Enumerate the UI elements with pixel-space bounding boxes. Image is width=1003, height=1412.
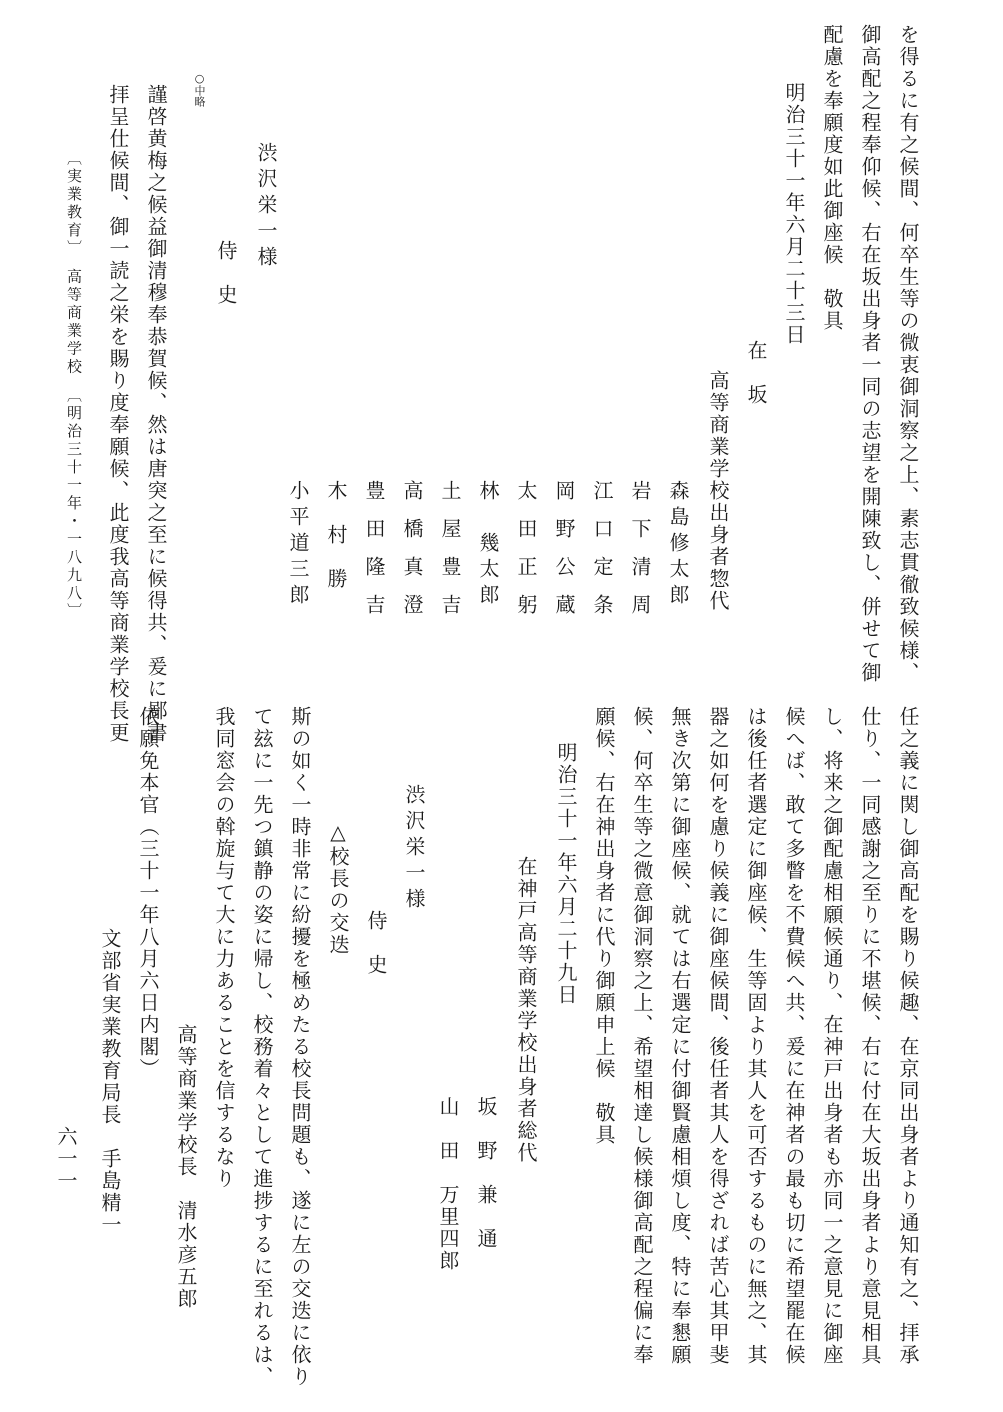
salutation: 侍 史 <box>214 240 238 306</box>
signatory-title: 高等商業学校出身者惣代 <box>706 370 730 612</box>
date-line: 明治三十一年六月二十三日 <box>782 82 806 346</box>
running-header: 〔実業教育〕 高等商業学校 〔明治三十一年・一八九八〕 <box>65 150 83 621</box>
body-text-column: 願候、右在神出身者に代り御願申上候 敬具 <box>592 706 616 1146</box>
body-text-column: 我同窓会の斡旋与て大に力あることを信するなり <box>212 706 236 1190</box>
body-text-column: 拝呈仕候間、御一読之栄を賜り度奉願候、此度我高等商業学校長更 <box>106 84 130 744</box>
signatory-name: 坂 野 兼 通 <box>474 1096 498 1250</box>
body-text-column: 謹啓黄梅之候益御清穆奉恭賀候、然は唐突之至に候得共、爰に鄙書 <box>144 84 168 744</box>
signatory-name: 木 村 勝 <box>324 480 348 590</box>
signatory-name: 豊田隆吉 <box>362 480 386 632</box>
location-label: 在 坂 <box>744 340 768 406</box>
body-text-column: 候へば、敢て多瞥を不費候へ共、爰に在神者の最も切に希望罷在候 <box>782 706 806 1366</box>
date-line: 明治三十一年六月二十九日 <box>554 742 578 1006</box>
body-text-column: し、将来之御配慮相願候通り、在神戸出身者も亦同一之意見に御座 <box>820 706 844 1366</box>
page-number: 六一一 <box>54 1126 78 1192</box>
signatory-name: 山 田 万里四郎 <box>436 1096 460 1272</box>
body-text-column: 無き次第に御座候、就ては右選定に付御賢慮相煩し度、特に奉懇願 <box>668 706 692 1366</box>
appointment-note: 依願免本官（三十一年八月六日内閣） <box>136 706 160 1080</box>
signatory-name: 小平道三郎 <box>286 480 310 610</box>
body-text-column: 配慮を奉願度如此御座候 敬具 <box>820 24 844 332</box>
official-name: 文部省実業教育局長 手島精一 <box>98 928 122 1236</box>
body-text-column: は後任者選定に御座候、生等固より其人を可否するものに無之、其 <box>744 706 768 1366</box>
recipient-name: 渋沢栄一様 <box>402 784 426 914</box>
recipient-name: 渋沢栄一様 <box>254 142 278 272</box>
signatory-name: 林 幾太郎 <box>476 480 500 610</box>
signatory-name: 岩下清周 <box>628 480 652 632</box>
signatory-name: 土屋豊吉 <box>438 480 462 632</box>
body-text-column: 仕り、一同感謝之至りに不堪候、右に付在大坂出身者より意見相具 <box>858 706 882 1366</box>
signatory-name: 岡野公蔵 <box>552 480 576 632</box>
signatory-name: 高橋真澄 <box>400 480 424 632</box>
signatory-title: 在神戸高等商業学校出身者総代 <box>514 856 538 1164</box>
section-heading: △校長の交迭 <box>326 820 350 956</box>
official-name: 高等商業学校長 清水彦五郎 <box>174 1024 198 1310</box>
body-text-column: を得るに有之候間、何卒生等の微衷御洞察之上、素志貫徹致候様、 <box>896 24 920 684</box>
body-text-column: 器之如何を慮り候義に御座候間、後任者其人を得ざれば苦心其甲斐 <box>706 706 730 1366</box>
omission-note: ○中略 <box>193 72 206 107</box>
signatory-name: 江口定条 <box>590 480 614 632</box>
body-text-column: 斯の如く一時非常に紛擾を極めたる校長問題も、遂に左の交迭に依り <box>288 706 312 1388</box>
signatory-name: 森島修太郎 <box>666 480 690 610</box>
body-text-column: 候、何卒生等之微意御洞察之上、希望相達し候様御高配之程偏に奉 <box>630 706 654 1366</box>
salutation: 侍 史 <box>364 910 388 976</box>
signatory-name: 太田正躬 <box>514 480 538 632</box>
body-text-column: 御高配之程奉仰候、右在坂出身者一同の志望を開陳致し、併せて御 <box>858 24 882 684</box>
body-text-column: 任之義に関し御高配を賜り候趣、在京同出身者より通知有之、拝承 <box>896 706 920 1366</box>
body-text-column: て玆に一先つ鎮静の姿に帰し、校務着々として進捗するに至れるは、 <box>250 706 274 1388</box>
